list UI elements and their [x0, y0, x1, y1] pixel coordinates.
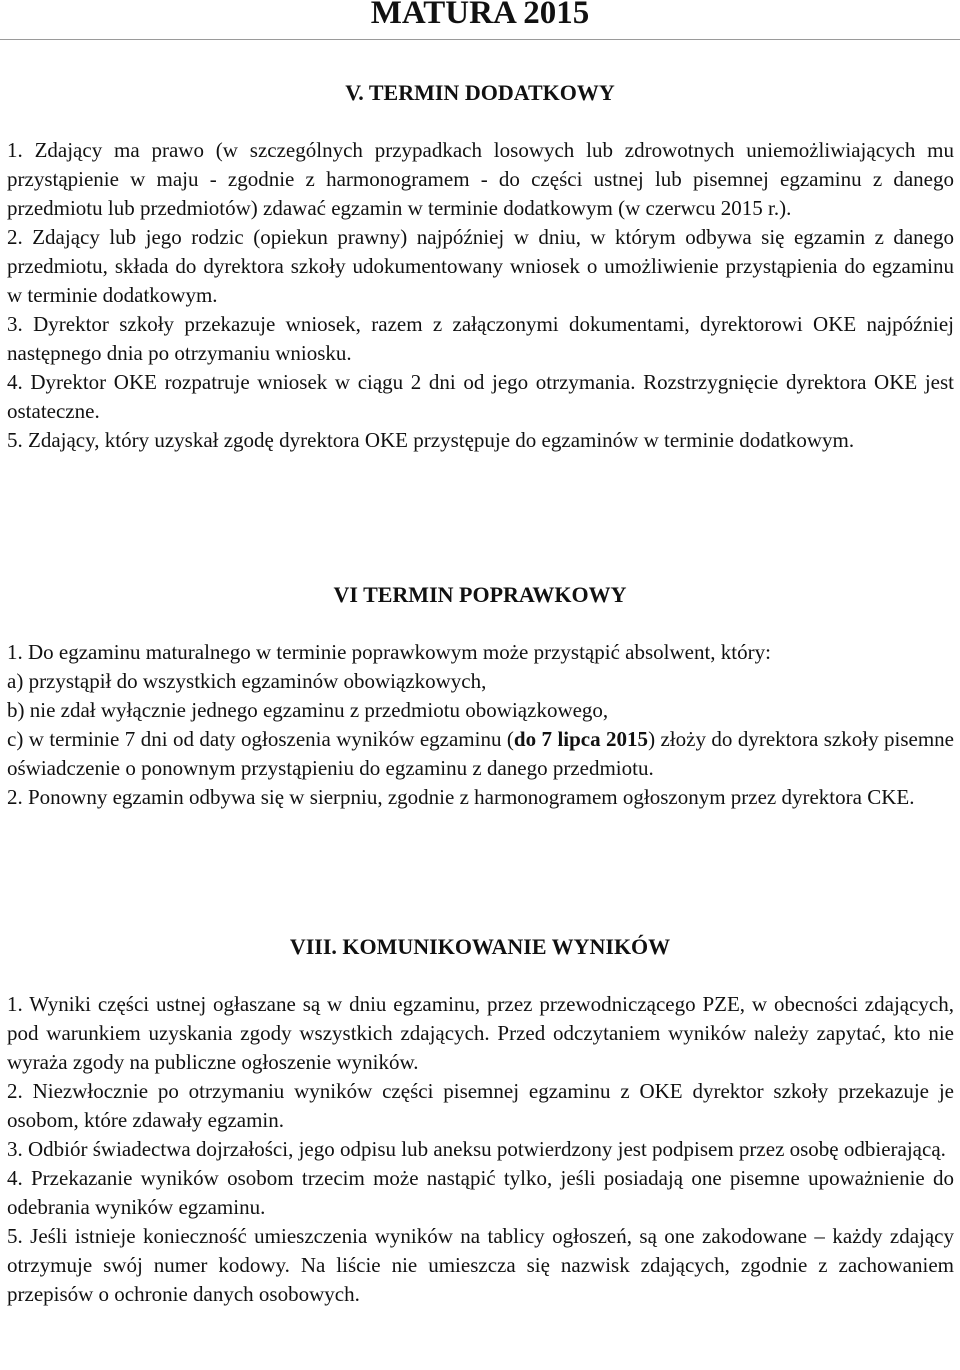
section-vi-deadline: do 7 lipca 2015	[513, 727, 649, 751]
section-v-body	[7, 136, 954, 455]
section-v-heading: V. TERMIN DODATKOWY	[345, 80, 615, 105]
section-vi-heading: VI TERMIN POPRAWKOWY	[333, 582, 627, 607]
title-divider	[0, 39, 960, 40]
section-viii-item-2: 2. Niezwłocznie po otrzymaniu wyników części pisemnej egzaminu z OKE dyrektor szkoły przekazuje je osobom, które zdawały egzamin.	[7, 1079, 954, 1132]
section-viii-item-5: 5. Jeśli istnieje konieczność umieszczenia wyników na tablicy ogłoszeń, są one zakodowane – każdy zdający otrzymuje swój numer kodowy. Na liście nie umieszcza się nazwisk zdających, zgodnie z zachowaniem przepisów o ochronie danych osobowych.	[7, 1224, 954, 1306]
section-vi-item-2: 2. Ponowny egzamin odbywa się w sierpniu, zgodnie z harmonogramem ogłoszonym przez dyrektora CKE.	[7, 785, 915, 809]
section-v-item-2: 2. Zdający lub jego rodzic (opiekun prawny) najpóźniej w dniu, w którym odbywa się egzamin z danego przedmiotu, składa do dyrektora szkoły udokumentowany wniosek o umożliwienie przystąpienia do egzaminu w terminie dodatkowym.	[7, 225, 954, 307]
section-v-item-4: 4. Dyrektor OKE rozpatruje wniosek w ciągu 2 dni od jego otrzymania. Rozstrzygnięcie dyrektora OKE jest ostateczne.	[7, 370, 954, 423]
section-vi-sub-c	[7, 725, 954, 783]
section-v-item-5: 5. Zdający, który uzyskał zgodę dyrektora OKE przystępuje do egzaminów w terminie dodatkowym.	[7, 428, 855, 452]
section-viii-body	[7, 990, 954, 1309]
section-viii-item-4: 4. Przekazanie wyników osobom trzecim może nastąpić tylko, jeśli posiadają one pisemne upoważnienie do odebrania wyników egzaminu.	[7, 1166, 954, 1219]
section-vi-sub-c-text-end: ) złoży do dyrektora szkoły pisemne oświadczenie o ponownym przystąpieniu do egzaminu z danego przedmiotu.	[7, 727, 954, 780]
section-viii-item-3: 3. Odbiór świadectwa dojrzałości, jego odpisu lub aneksu potwierdzony jest podpisem przez osobę odbierającą.	[7, 1137, 946, 1161]
section-vi-item-1: 1. Do egzaminu maturalnego w terminie poprawkowym może przystąpić absolwent, który:	[7, 640, 771, 664]
section-viii-heading: VIII. KOMUNIKOWANIE WYNIKÓW	[289, 934, 671, 959]
section-viii-item-1: 1. Wyniki części ustnej ogłaszane są w dniu egzaminu, przez przewodniczącego PZE, w obecności zdających, pod warunkiem uzyskania zgody wszystkich zdających. Przed odczytaniem wyników należy zapytać, kto nie wyraża zgody na publiczne ogłoszenie wyników.	[7, 992, 954, 1074]
section-v-item-3: 3. Dyrektor szkoły przekazuje wniosek, razem z załączonymi dokumentami, dyrektorowi OKE najpóźniej następnego dnia po otrzymaniu wniosku.	[7, 312, 954, 365]
section-v-item-1: 1. Zdający ma prawo (w szczególnych przypadkach losowych lub zdrowotnych uniemożliwiających mu przystąpienie w maju - zgodnie z harmonogramem - do części ustnej lub pisemnej egzaminu z danego przedmiotu lub przedmiotów) zdawać egzamin w terminie dodatkowym (w czerwcu 2015 r.).	[7, 138, 954, 220]
section-vi-sub-a: a) przystąpił do wszystkich egzaminów obowiązkowych,	[7, 669, 487, 693]
page-title: MATURA 2015	[370, 0, 590, 31]
section-vi-body	[7, 638, 954, 812]
section-vi-sub-c-text-start: c) w terminie 7 dni od daty ogłoszenia wyników egzaminu (	[7, 727, 514, 751]
section-vi-sub-b: b) nie zdał wyłącznie jednego egzaminu z przedmiotu obowiązkowego,	[7, 698, 609, 722]
